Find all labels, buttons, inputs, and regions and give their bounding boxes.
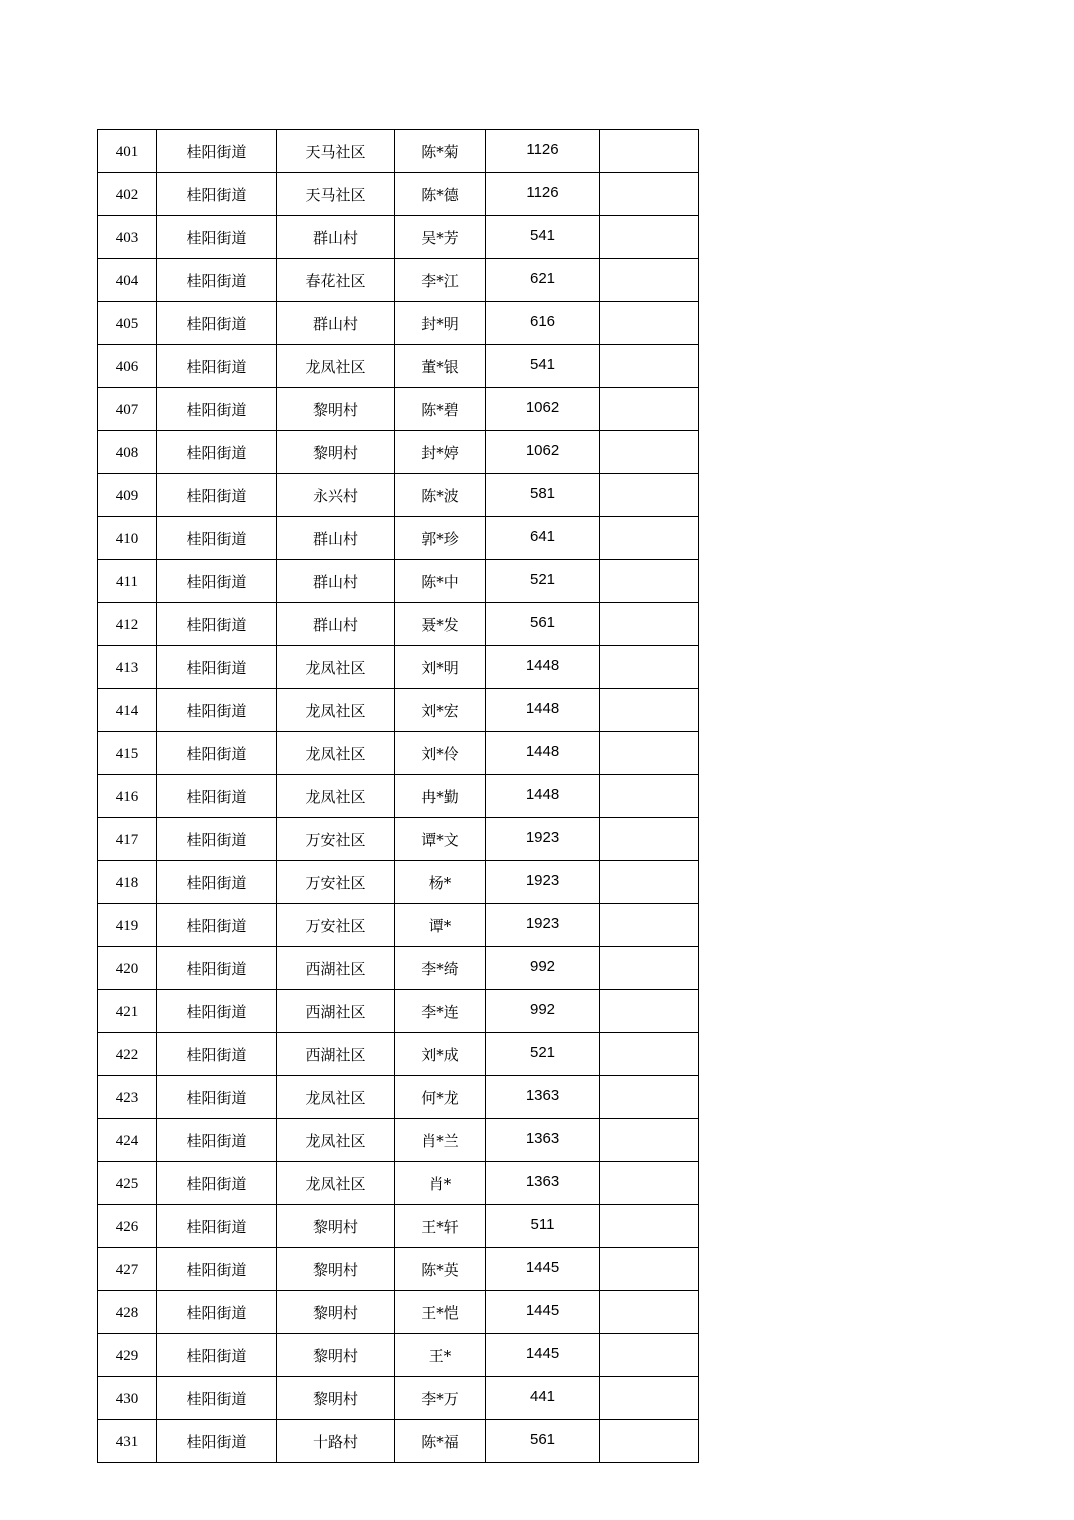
community-cell: 黎明村 (277, 1377, 395, 1420)
community-cell: 龙凤社区 (277, 345, 395, 388)
person-name-cell: 刘*明 (395, 646, 486, 689)
community-cell: 十路村 (277, 1420, 395, 1463)
row-number-cell: 414 (98, 689, 157, 732)
amount-cell: 1448 (486, 689, 600, 732)
community-cell: 春花社区 (277, 259, 395, 302)
row-number-cell: 402 (98, 173, 157, 216)
person-name-cell: 肖*兰 (395, 1119, 486, 1162)
street-cell: 桂阳街道 (157, 861, 277, 904)
street-cell: 桂阳街道 (157, 130, 277, 173)
amount-cell: 1923 (486, 861, 600, 904)
table-row (98, 1291, 699, 1334)
note-cell (600, 216, 699, 259)
note-cell (600, 1420, 699, 1463)
note-cell (600, 732, 699, 775)
table-row (98, 345, 699, 388)
table-row (98, 1334, 699, 1377)
table-row (98, 1377, 699, 1420)
amount-cell: 1363 (486, 1076, 600, 1119)
note-cell (600, 431, 699, 474)
street-cell: 桂阳街道 (157, 947, 277, 990)
person-name-cell: 陈*菊 (395, 130, 486, 173)
table-row (98, 1076, 699, 1119)
amount-cell: 1363 (486, 1119, 600, 1162)
person-name-cell: 刘*伶 (395, 732, 486, 775)
row-number-cell: 419 (98, 904, 157, 947)
note-cell (600, 603, 699, 646)
street-cell: 桂阳街道 (157, 818, 277, 861)
community-cell: 永兴村 (277, 474, 395, 517)
community-cell: 西湖社区 (277, 990, 395, 1033)
amount-cell: 561 (486, 603, 600, 646)
amount-cell: 992 (486, 947, 600, 990)
community-cell: 天马社区 (277, 130, 395, 173)
community-cell: 万安社区 (277, 861, 395, 904)
amount-cell: 1062 (486, 431, 600, 474)
row-number-cell: 408 (98, 431, 157, 474)
row-number-cell: 404 (98, 259, 157, 302)
community-cell: 万安社区 (277, 904, 395, 947)
note-cell (600, 259, 699, 302)
community-cell: 西湖社区 (277, 947, 395, 990)
row-number-cell: 412 (98, 603, 157, 646)
note-cell (600, 1205, 699, 1248)
street-cell: 桂阳街道 (157, 732, 277, 775)
note-cell (600, 1076, 699, 1119)
person-name-cell: 陈*英 (395, 1248, 486, 1291)
street-cell: 桂阳街道 (157, 259, 277, 302)
person-name-cell: 陈*福 (395, 1420, 486, 1463)
community-cell: 龙凤社区 (277, 646, 395, 689)
note-cell (600, 388, 699, 431)
row-number-cell: 410 (98, 517, 157, 560)
note-cell (600, 1033, 699, 1076)
person-name-cell: 李*连 (395, 990, 486, 1033)
note-cell (600, 560, 699, 603)
table-row (98, 1033, 699, 1076)
row-number-cell: 406 (98, 345, 157, 388)
row-number-cell: 422 (98, 1033, 157, 1076)
note-cell (600, 302, 699, 345)
table-row (98, 818, 699, 861)
table-row (98, 517, 699, 560)
table-row (98, 1248, 699, 1291)
person-name-cell: 李*江 (395, 259, 486, 302)
person-name-cell: 董*银 (395, 345, 486, 388)
row-number-cell: 429 (98, 1334, 157, 1377)
person-name-cell: 郭*珍 (395, 517, 486, 560)
community-cell: 黎明村 (277, 1334, 395, 1377)
person-name-cell: 肖* (395, 1162, 486, 1205)
note-cell (600, 517, 699, 560)
person-name-cell: 封*婷 (395, 431, 486, 474)
person-name-cell: 陈*碧 (395, 388, 486, 431)
row-number-cell: 427 (98, 1248, 157, 1291)
street-cell: 桂阳街道 (157, 1420, 277, 1463)
amount-cell: 1448 (486, 775, 600, 818)
table-row (98, 259, 699, 302)
community-cell: 龙凤社区 (277, 1076, 395, 1119)
street-cell: 桂阳街道 (157, 775, 277, 818)
table-row (98, 775, 699, 818)
person-name-cell: 王* (395, 1334, 486, 1377)
row-number-cell: 426 (98, 1205, 157, 1248)
row-number-cell: 424 (98, 1119, 157, 1162)
person-name-cell: 李*万 (395, 1377, 486, 1420)
note-cell (600, 689, 699, 732)
amount-cell: 1448 (486, 646, 600, 689)
community-cell: 龙凤社区 (277, 1162, 395, 1205)
amount-cell: 441 (486, 1377, 600, 1420)
street-cell: 桂阳街道 (157, 560, 277, 603)
note-cell (600, 1162, 699, 1205)
person-name-cell: 杨* (395, 861, 486, 904)
row-number-cell: 405 (98, 302, 157, 345)
amount-cell: 1126 (486, 130, 600, 173)
table-row (98, 1420, 699, 1463)
row-number-cell: 421 (98, 990, 157, 1033)
person-name-cell: 陈*中 (395, 560, 486, 603)
amount-cell: 1126 (486, 173, 600, 216)
amount-cell: 561 (486, 1420, 600, 1463)
row-number-cell: 431 (98, 1420, 157, 1463)
person-name-cell: 王*轩 (395, 1205, 486, 1248)
street-cell: 桂阳街道 (157, 904, 277, 947)
amount-cell: 1445 (486, 1291, 600, 1334)
amount-cell: 1062 (486, 388, 600, 431)
note-cell (600, 130, 699, 173)
community-cell: 黎明村 (277, 388, 395, 431)
note-cell (600, 990, 699, 1033)
person-name-cell: 封*明 (395, 302, 486, 345)
table-row (98, 646, 699, 689)
row-number-cell: 409 (98, 474, 157, 517)
table-row (98, 1119, 699, 1162)
row-number-cell: 416 (98, 775, 157, 818)
note-cell (600, 474, 699, 517)
table-row (98, 560, 699, 603)
table-row (98, 173, 699, 216)
person-name-cell: 何*龙 (395, 1076, 486, 1119)
row-number-cell: 423 (98, 1076, 157, 1119)
note-cell (600, 646, 699, 689)
community-cell: 黎明村 (277, 1248, 395, 1291)
amount-cell: 1445 (486, 1334, 600, 1377)
community-cell: 群山村 (277, 603, 395, 646)
note-cell (600, 1248, 699, 1291)
community-cell: 万安社区 (277, 818, 395, 861)
amount-cell: 541 (486, 216, 600, 259)
street-cell: 桂阳街道 (157, 1377, 277, 1420)
community-cell: 黎明村 (277, 431, 395, 474)
community-cell: 龙凤社区 (277, 732, 395, 775)
row-number-cell: 413 (98, 646, 157, 689)
note-cell (600, 1334, 699, 1377)
row-number-cell: 407 (98, 388, 157, 431)
note-cell (600, 173, 699, 216)
street-cell: 桂阳街道 (157, 474, 277, 517)
note-cell (600, 775, 699, 818)
row-number-cell: 401 (98, 130, 157, 173)
person-name-cell: 聂*发 (395, 603, 486, 646)
amount-cell: 1923 (486, 818, 600, 861)
row-number-cell: 411 (98, 560, 157, 603)
person-name-cell: 谭*文 (395, 818, 486, 861)
note-cell (600, 1377, 699, 1420)
person-name-cell: 谭* (395, 904, 486, 947)
note-cell (600, 818, 699, 861)
community-cell: 群山村 (277, 517, 395, 560)
community-cell: 群山村 (277, 302, 395, 345)
street-cell: 桂阳街道 (157, 646, 277, 689)
table-row (98, 130, 699, 173)
note-cell (600, 904, 699, 947)
records-table-body (98, 130, 699, 1463)
note-cell (600, 1291, 699, 1334)
table-row (98, 861, 699, 904)
amount-cell: 521 (486, 1033, 600, 1076)
table-row (98, 732, 699, 775)
person-name-cell: 刘*宏 (395, 689, 486, 732)
person-name-cell: 李*绮 (395, 947, 486, 990)
street-cell: 桂阳街道 (157, 1205, 277, 1248)
note-cell (600, 861, 699, 904)
person-name-cell: 刘*成 (395, 1033, 486, 1076)
table-row (98, 216, 699, 259)
row-number-cell: 403 (98, 216, 157, 259)
amount-cell: 541 (486, 345, 600, 388)
amount-cell: 1448 (486, 732, 600, 775)
row-number-cell: 417 (98, 818, 157, 861)
row-number-cell: 430 (98, 1377, 157, 1420)
amount-cell: 581 (486, 474, 600, 517)
community-cell: 黎明村 (277, 1291, 395, 1334)
row-number-cell: 415 (98, 732, 157, 775)
street-cell: 桂阳街道 (157, 689, 277, 732)
table-row (98, 1205, 699, 1248)
amount-cell: 1363 (486, 1162, 600, 1205)
street-cell: 桂阳街道 (157, 302, 277, 345)
street-cell: 桂阳街道 (157, 517, 277, 560)
row-number-cell: 420 (98, 947, 157, 990)
street-cell: 桂阳街道 (157, 1119, 277, 1162)
row-number-cell: 425 (98, 1162, 157, 1205)
street-cell: 桂阳街道 (157, 1076, 277, 1119)
amount-cell: 1445 (486, 1248, 600, 1291)
community-cell: 龙凤社区 (277, 689, 395, 732)
street-cell: 桂阳街道 (157, 388, 277, 431)
person-name-cell: 冉*勤 (395, 775, 486, 818)
community-cell: 群山村 (277, 560, 395, 603)
community-cell: 龙凤社区 (277, 775, 395, 818)
street-cell: 桂阳街道 (157, 431, 277, 474)
person-name-cell: 吴*芳 (395, 216, 486, 259)
street-cell: 桂阳街道 (157, 173, 277, 216)
table-row (98, 689, 699, 732)
person-name-cell: 王*恺 (395, 1291, 486, 1334)
amount-cell: 511 (486, 1205, 600, 1248)
community-cell: 天马社区 (277, 173, 395, 216)
person-name-cell: 陈*波 (395, 474, 486, 517)
table-row (98, 431, 699, 474)
street-cell: 桂阳街道 (157, 990, 277, 1033)
street-cell: 桂阳街道 (157, 1162, 277, 1205)
note-cell (600, 947, 699, 990)
row-number-cell: 428 (98, 1291, 157, 1334)
table-row (98, 474, 699, 517)
note-cell (600, 345, 699, 388)
community-cell: 龙凤社区 (277, 1119, 395, 1162)
table-row (98, 904, 699, 947)
street-cell: 桂阳街道 (157, 1248, 277, 1291)
street-cell: 桂阳街道 (157, 603, 277, 646)
amount-cell: 992 (486, 990, 600, 1033)
street-cell: 桂阳街道 (157, 1334, 277, 1377)
amount-cell: 521 (486, 560, 600, 603)
street-cell: 桂阳街道 (157, 345, 277, 388)
person-name-cell: 陈*德 (395, 173, 486, 216)
community-cell: 黎明村 (277, 1205, 395, 1248)
street-cell: 桂阳街道 (157, 1291, 277, 1334)
records-table (97, 129, 699, 1463)
street-cell: 桂阳街道 (157, 1033, 277, 1076)
row-number-cell: 418 (98, 861, 157, 904)
table-row (98, 388, 699, 431)
table-row (98, 302, 699, 345)
table-row (98, 1162, 699, 1205)
community-cell: 群山村 (277, 216, 395, 259)
table-row (98, 947, 699, 990)
amount-cell: 1923 (486, 904, 600, 947)
amount-cell: 616 (486, 302, 600, 345)
amount-cell: 641 (486, 517, 600, 560)
table-row (98, 990, 699, 1033)
table-row (98, 603, 699, 646)
community-cell: 西湖社区 (277, 1033, 395, 1076)
note-cell (600, 1119, 699, 1162)
amount-cell: 621 (486, 259, 600, 302)
street-cell: 桂阳街道 (157, 216, 277, 259)
